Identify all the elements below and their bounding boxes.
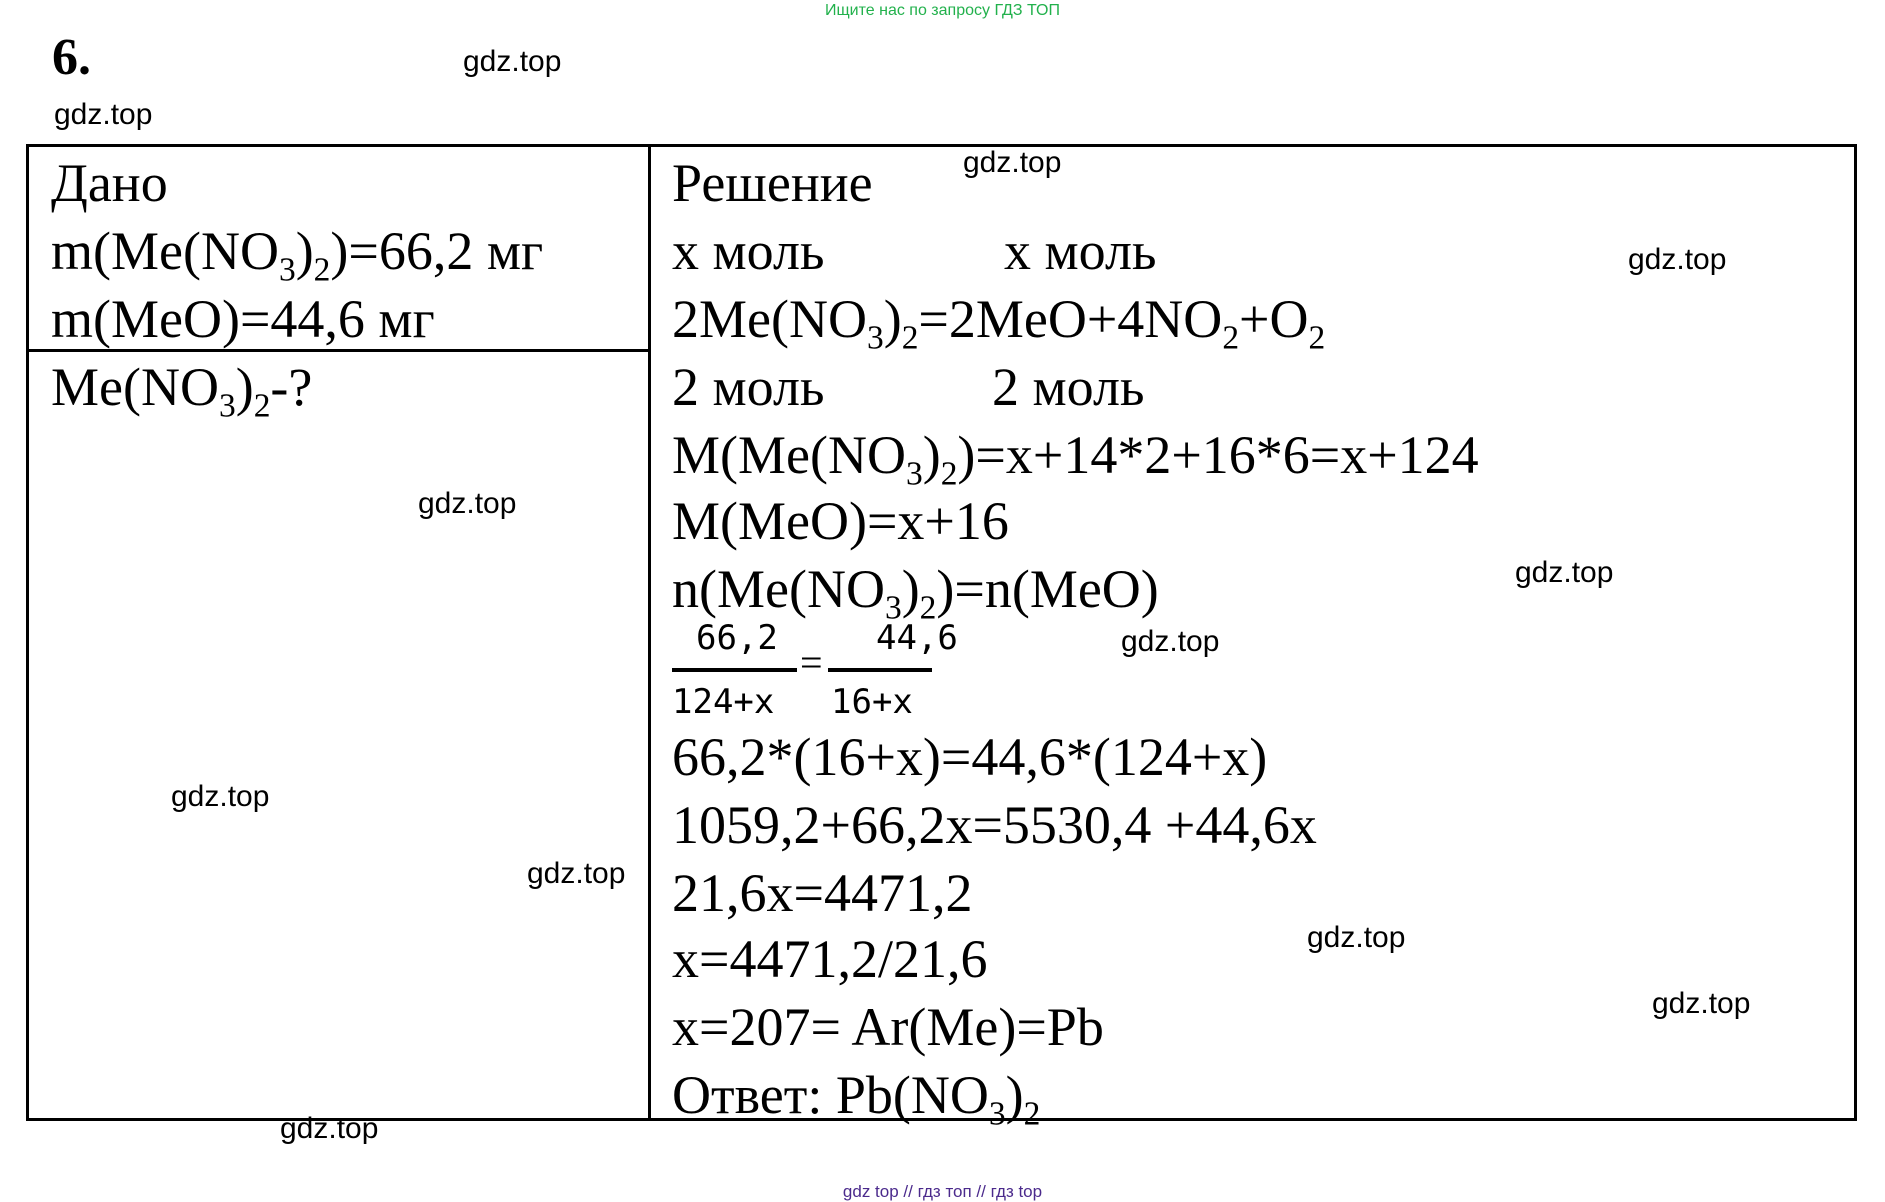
fraction-bar-right bbox=[828, 668, 932, 672]
column-divider bbox=[648, 147, 651, 1118]
mol-bottom-right: 2 моль bbox=[992, 357, 1145, 417]
solution-heading: Решение bbox=[672, 153, 873, 213]
find-formula: $Me(NO_3)_2-$? bbox=[51, 357, 313, 425]
watermark: gdz.top bbox=[280, 1112, 379, 1145]
answer: Ответ: $Pb(NO_3)_2$ bbox=[672, 1065, 1041, 1133]
given-heading: Дано bbox=[51, 153, 168, 213]
fraction-bar-left bbox=[672, 668, 797, 672]
watermark: gdz.top bbox=[463, 45, 562, 78]
reaction-equation: $2Me(NO_3)_2=2MeO+4NO_2+O_2$ bbox=[672, 289, 1326, 357]
watermark: gdz.top bbox=[1121, 625, 1220, 658]
watermark: gdz.top bbox=[1307, 921, 1406, 954]
task-number: 6. bbox=[52, 29, 91, 86]
molar-mass-oxide: M(MeO)=x+16 bbox=[672, 491, 1009, 551]
given-mass-nitrate: $m(Me(NO_3)_2)=66,2$ мг bbox=[51, 221, 544, 289]
mol-bottom-left: 2 моль bbox=[672, 357, 825, 417]
step-3: 21,6x=4471,2 bbox=[672, 863, 973, 923]
watermark: gdz.top bbox=[54, 98, 153, 131]
watermark: gdz.top bbox=[1652, 987, 1751, 1020]
mol-top-left: x моль bbox=[672, 221, 825, 281]
given-find-divider bbox=[29, 349, 649, 352]
molar-mass-nitrate: $M(Me(NO_3)_2)=x+14*2+16*6=x+124$ bbox=[672, 425, 1479, 493]
fraction-numerator-left: 66,2 bbox=[696, 618, 778, 658]
step-1: 66,2*(16+x)=44,6*(124+x) bbox=[672, 727, 1268, 787]
watermark: gdz.top bbox=[418, 487, 517, 520]
fraction-equals: = bbox=[800, 640, 823, 685]
watermark: gdz.top bbox=[1515, 556, 1614, 589]
watermark: gdz.top bbox=[171, 780, 270, 813]
fraction-numerator-right: 44,6 bbox=[876, 618, 958, 658]
moles-equality: $n(Me(NO_3)_2)=n(MeO)$ bbox=[672, 559, 1159, 627]
step-4: x=4471,2/21,6 bbox=[672, 929, 988, 989]
fraction-denominator-right: 16+x bbox=[831, 682, 913, 722]
bottom-links: gdz top // гдз топ // гдз top bbox=[842, 1182, 1043, 1201]
step-2: 1059,2+66,2x=5530,4 +44,6x bbox=[672, 795, 1317, 855]
top-banner: Ищите нас по запросу ГДЗ ТОП bbox=[825, 2, 1060, 19]
step-5: x=207= Ar(Me)=Pb bbox=[672, 997, 1104, 1057]
fraction-denominator-left: 124+x bbox=[672, 682, 775, 722]
watermark: gdz.top bbox=[527, 857, 626, 890]
watermark: gdz.top bbox=[1628, 243, 1727, 276]
mol-top-right: x моль bbox=[1004, 221, 1157, 281]
given-mass-oxide: m(MeO)=44,6 мг bbox=[51, 289, 435, 349]
watermark: gdz.top bbox=[963, 146, 1062, 179]
